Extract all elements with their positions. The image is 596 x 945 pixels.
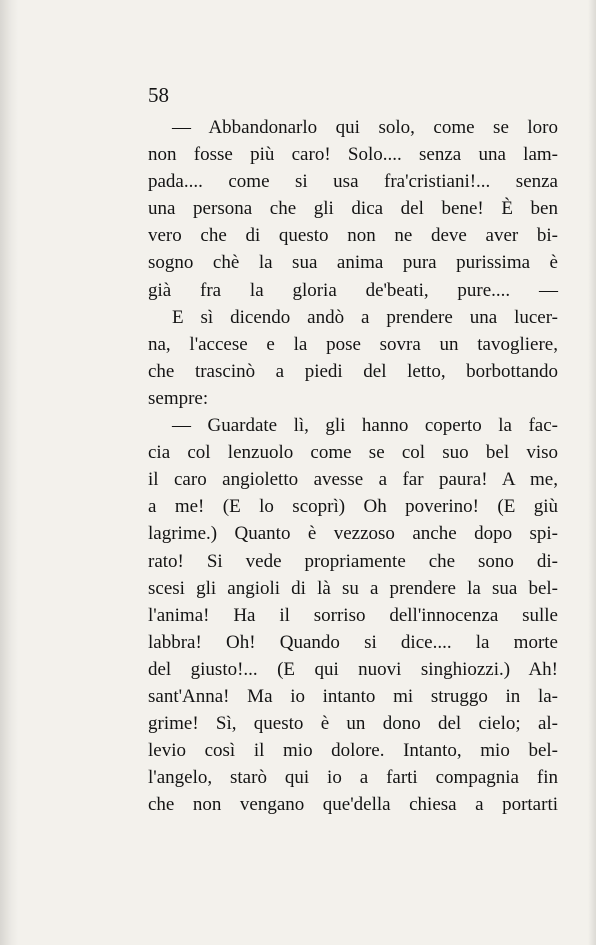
text-line: scesi gli angioli di là su a prendere la sua bel- (148, 577, 558, 599)
page-number: 58 (148, 83, 169, 107)
text-line: grime! Sì, questo è un dono del cielo; al- (148, 713, 558, 735)
text-line: vero che di questo non ne deve aver bi- (148, 225, 558, 247)
page-binding-shadow (0, 0, 18, 945)
text-line: sant'Anna! Ma io intanto mi struggo in la- (148, 685, 558, 707)
text-line: na, l'accese e la pose sovra un tavogliere, (148, 333, 558, 355)
text-line: rato! Si vede propriamente che sono di- (148, 550, 558, 572)
text-line: labbra! Oh! Quando si dice.... la morte (148, 631, 558, 653)
text-line: sogno chè la sua anima pura purissima è (148, 252, 558, 274)
text-line: che trascinò a piedi del letto, borbottando (148, 360, 558, 382)
text-line: l'anima! Ha il sorriso dell'innocenza sulle (148, 604, 558, 626)
text-line: levio così il mio dolore. Intanto, mio bel- (148, 740, 558, 762)
page-edge-shadow (588, 0, 596, 945)
body-text (148, 114, 558, 818)
text-line: lagrime.) Quanto è vezzoso anche dopo spi- (148, 523, 558, 545)
text-line: del giusto!... (E qui nuovi singhiozzi.) Ah! (148, 658, 558, 680)
text-line: — Abbandonarlo qui solo, come se loro (172, 117, 558, 138)
text-line: il caro angioletto avesse a far paura! A me, (148, 469, 558, 491)
text-line: non fosse più caro! Solo.... senza una lam- (148, 144, 558, 166)
text-line: — Guardate lì, gli hanno coperto la fac- (172, 415, 558, 437)
text-line: a me! (E lo scoprì) Oh poverino! (E giù (148, 496, 558, 518)
text-line: una persona che gli dica del bene! È ben (148, 198, 558, 220)
text-line: che non vengano que'della chiesa a portarti (148, 794, 558, 816)
text-line: l'angelo, starò qui io a farti compagnia fin (148, 767, 558, 789)
text-line: sempre: (148, 387, 209, 409)
text-line: E sì dicendo andò a prendere una lucer- (172, 306, 558, 328)
text-line: cia col lenzuolo come se col suo bel viso (148, 442, 558, 464)
text-line: già fra la gloria de'beati, pure.... — (148, 279, 558, 301)
text-line: pada.... come si usa fra'cristiani!... senza (148, 171, 558, 193)
